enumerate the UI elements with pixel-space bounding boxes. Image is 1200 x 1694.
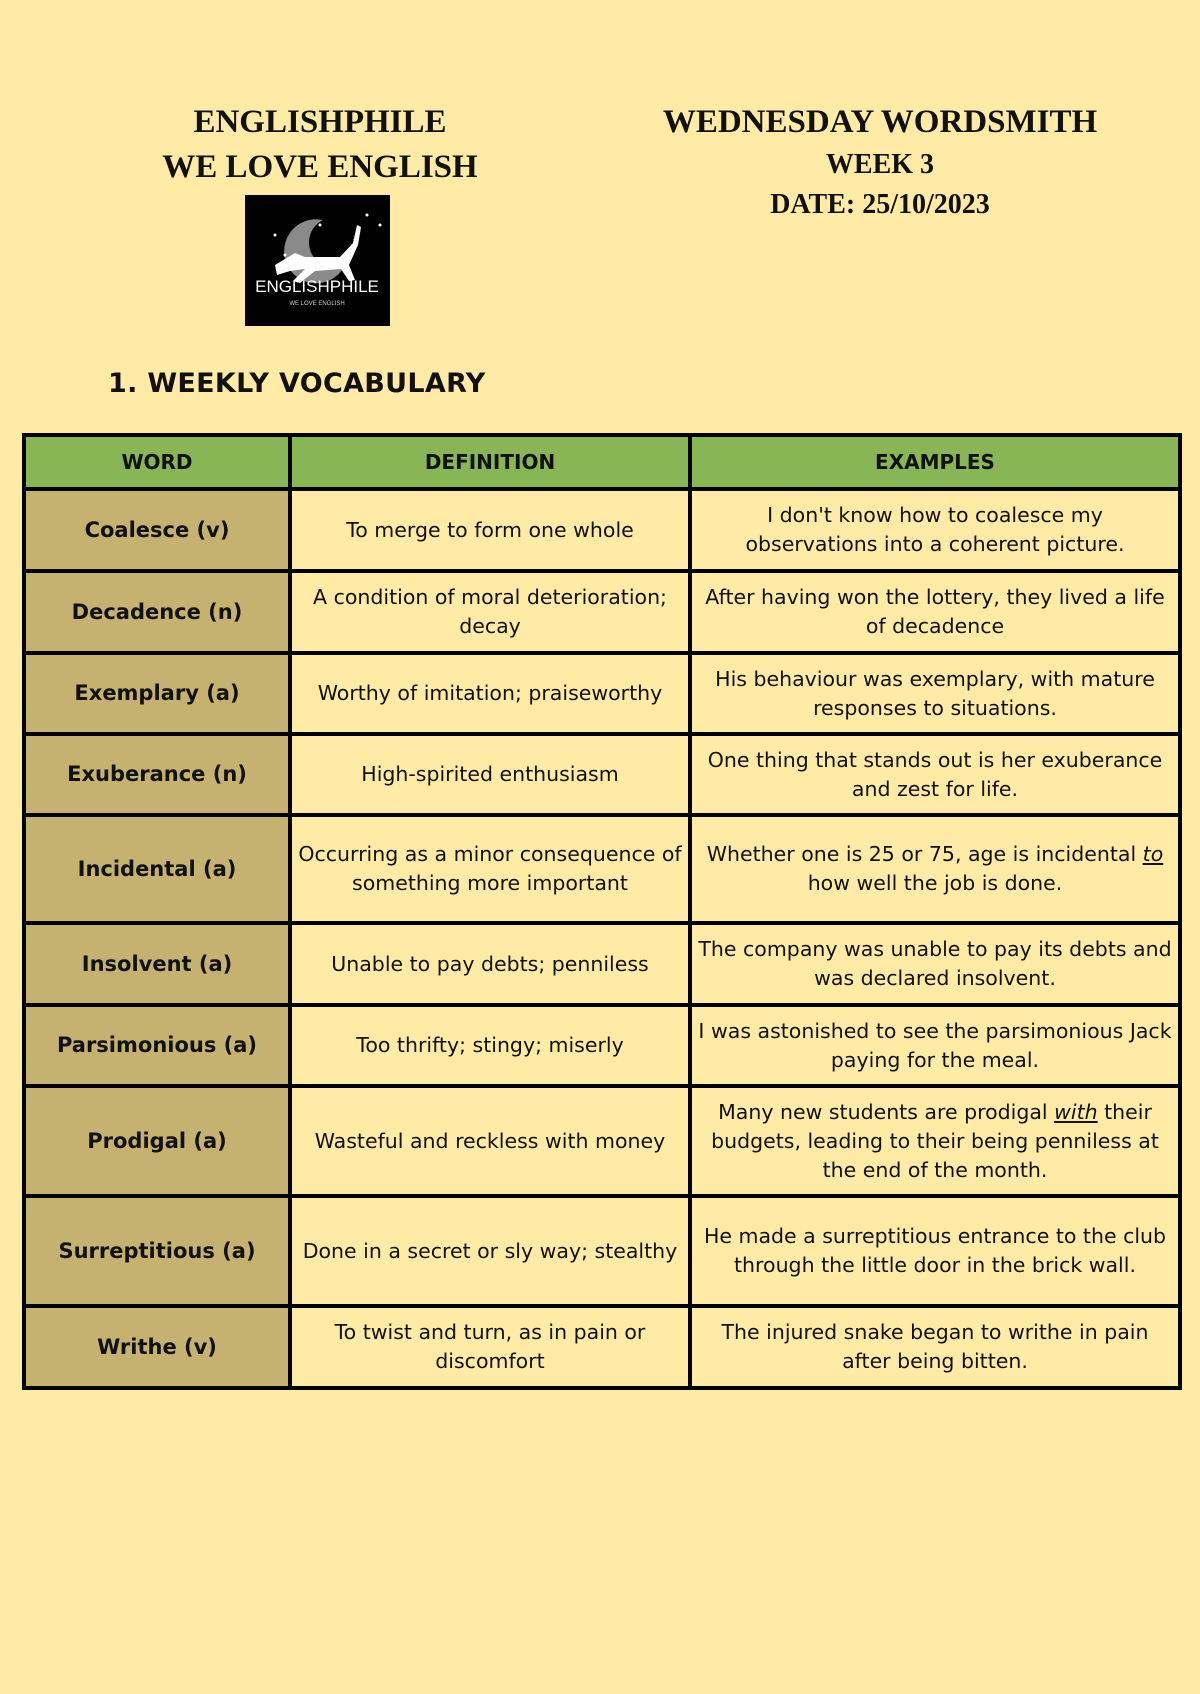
example-emphasis: to bbox=[1142, 842, 1164, 866]
definition-cell: Wasteful and reckless with money bbox=[290, 1086, 690, 1196]
example-text: I don't know how to coalesce my observations into a coherent picture. bbox=[745, 503, 1125, 556]
englishphile-logo bbox=[245, 195, 390, 326]
week-label: WEEK 3 bbox=[825, 149, 935, 180]
example-text: how well the job is done. bbox=[807, 871, 1063, 895]
definition-cell: Occurring as a minor consequence of something more important bbox=[290, 815, 690, 923]
example-text: After having won the lottery, they lived a life of decadence bbox=[705, 585, 1165, 638]
header-examples: EXAMPLES bbox=[690, 435, 1180, 489]
example-text: I was astonished to see the parsimonious Jack paying for the meal. bbox=[698, 1018, 1172, 1072]
brand-tagline: WE LOVE ENGLISH bbox=[162, 149, 478, 185]
definition-cell: To merge to form one whole bbox=[290, 489, 690, 571]
issue-header bbox=[630, 100, 1130, 225]
table-row bbox=[24, 489, 1180, 571]
table-row bbox=[24, 923, 1180, 1005]
table-header-row bbox=[24, 435, 1180, 489]
table-row bbox=[24, 734, 1180, 815]
example-text: His behaviour was exemplary, with mature responses to situations. bbox=[715, 666, 1155, 720]
example-cell bbox=[690, 653, 1180, 734]
table-row bbox=[24, 1005, 1180, 1086]
word-cell: Insolvent (a) bbox=[24, 923, 290, 1005]
example-cell bbox=[690, 489, 1180, 571]
series-title: WEDNESDAY WORDSMITH bbox=[662, 104, 1098, 140]
header-word: WORD bbox=[24, 435, 290, 489]
example-text: He made a surreptitious entrance to the club through the little door in the brick wall. bbox=[703, 1224, 1167, 1277]
word-cell: Decadence (n) bbox=[24, 571, 290, 653]
word-cell: Parsimonious (a) bbox=[24, 1005, 290, 1086]
definition-cell: High-spirited enthusiasm bbox=[290, 734, 690, 815]
example-text: their budgets, leading to their being penniless at the end of the month. bbox=[711, 1099, 1159, 1182]
example-cell bbox=[690, 1196, 1180, 1306]
example-text: Many new students are prodigal bbox=[718, 1099, 1055, 1124]
table-row bbox=[24, 1306, 1180, 1388]
brand-name: ENGLISHPHILE bbox=[193, 104, 447, 140]
table-row bbox=[24, 815, 1180, 923]
example-cell bbox=[690, 571, 1180, 653]
definition-cell: A condition of moral deterioration; decay bbox=[290, 571, 690, 653]
example-text: The company was unable to pay its debts and was declared insolvent. bbox=[698, 937, 1172, 990]
example-cell bbox=[690, 1306, 1180, 1388]
table-row bbox=[24, 1196, 1180, 1306]
word-cell: Prodigal (a) bbox=[24, 1086, 290, 1196]
definition-cell: Unable to pay debts; penniless bbox=[290, 923, 690, 1005]
example-text: The injured snake began to writhe in pain after being bitten. bbox=[721, 1320, 1149, 1373]
definition-cell: Worthy of imitation; praiseworthy bbox=[290, 653, 690, 734]
word-cell: Exemplary (a) bbox=[24, 653, 290, 734]
word-cell: Incidental (a) bbox=[24, 815, 290, 923]
svg-text:ENGLISHPHILE: ENGLISHPHILE bbox=[255, 277, 379, 296]
word-cell: Surreptitious (a) bbox=[24, 1196, 290, 1306]
example-text: One thing that stands out is her exuberance and zest for life. bbox=[707, 747, 1163, 801]
table-row bbox=[24, 1086, 1180, 1196]
example-emphasis: with bbox=[1054, 1099, 1098, 1124]
table-row bbox=[24, 653, 1180, 734]
example-cell bbox=[690, 1086, 1180, 1196]
example-cell bbox=[690, 1005, 1180, 1086]
word-cell: Coalesce (v) bbox=[24, 489, 290, 571]
word-cell: Writhe (v) bbox=[24, 1306, 290, 1388]
example-text: Whether one is 25 or 75, age is incidental bbox=[706, 842, 1143, 866]
definition-cell: To twist and turn, as in pain or discomfort bbox=[290, 1306, 690, 1388]
example-cell bbox=[690, 815, 1180, 923]
table-row bbox=[24, 571, 1180, 653]
brand-header bbox=[120, 100, 520, 190]
section-title: 1. WEEKLY VOCABULARY bbox=[108, 368, 486, 399]
word-cell: Exuberance (n) bbox=[24, 734, 290, 815]
date-label: DATE: 25/10/2023 bbox=[770, 189, 990, 220]
definition-cell: Too thrifty; stingy; miserly bbox=[290, 1005, 690, 1086]
definition-cell: Done in a secret or sly way; stealthy bbox=[290, 1196, 690, 1306]
svg-text:WE LOVE ENGLISH: WE LOVE ENGLISH bbox=[289, 301, 345, 307]
example-cell bbox=[690, 923, 1180, 1005]
vocabulary-table bbox=[22, 433, 1182, 1390]
header-definition: DEFINITION bbox=[290, 435, 690, 489]
example-cell bbox=[690, 734, 1180, 815]
